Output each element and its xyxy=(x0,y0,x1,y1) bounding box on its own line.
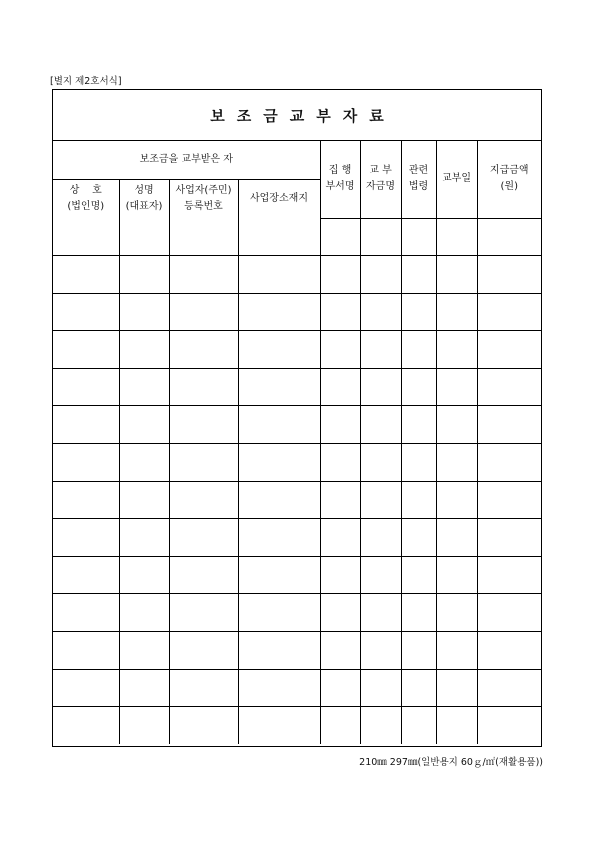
table-row xyxy=(53,331,541,369)
table-cell[interactable] xyxy=(320,218,360,256)
table-cell[interactable] xyxy=(360,256,401,294)
table-cell[interactable] xyxy=(436,293,477,331)
table-cell[interactable] xyxy=(360,293,401,331)
table-cell[interactable] xyxy=(320,406,360,444)
table-cell[interactable] xyxy=(238,556,320,594)
table-cell[interactable] xyxy=(119,293,169,331)
law-header-line1: 관련 xyxy=(408,165,429,177)
table-cell[interactable] xyxy=(477,594,541,632)
table-cell[interactable] xyxy=(436,707,477,744)
table-cell[interactable] xyxy=(238,481,320,519)
table-cell[interactable] xyxy=(477,406,541,444)
table-cell[interactable] xyxy=(169,444,238,482)
regno-header xyxy=(169,180,238,219)
table-cell[interactable] xyxy=(53,293,119,331)
table-cell[interactable] xyxy=(119,669,169,707)
dept-header-line1: 집 행 xyxy=(328,165,352,177)
table-cell[interactable] xyxy=(238,632,320,670)
table-cell[interactable] xyxy=(320,707,360,744)
table-cell[interactable] xyxy=(477,519,541,557)
table-cell[interactable] xyxy=(169,481,238,519)
table-cell[interactable] xyxy=(477,256,541,294)
table-cell[interactable] xyxy=(436,368,477,406)
trade-name-header xyxy=(53,180,119,219)
subsidy-header xyxy=(360,141,401,218)
table-cell[interactable] xyxy=(401,293,436,331)
table-cell[interactable] xyxy=(360,218,401,256)
dept-header-line2: 부서명 xyxy=(325,181,355,193)
table-cell[interactable] xyxy=(119,519,169,557)
table-cell[interactable] xyxy=(169,556,238,594)
table-row xyxy=(53,519,541,557)
table-cell[interactable] xyxy=(119,218,169,256)
table-cell[interactable] xyxy=(238,331,320,369)
table-cell[interactable] xyxy=(320,256,360,294)
table-cell[interactable] xyxy=(320,556,360,594)
table-cell[interactable] xyxy=(360,406,401,444)
table-cell[interactable] xyxy=(238,406,320,444)
table-cell[interactable] xyxy=(436,256,477,294)
table-cell[interactable] xyxy=(360,331,401,369)
table-cell[interactable] xyxy=(53,444,119,482)
table-row xyxy=(53,368,541,406)
table-cell[interactable] xyxy=(53,481,119,519)
date-header: 교부일 xyxy=(436,141,477,218)
table-cell[interactable] xyxy=(436,331,477,369)
table-cell[interactable] xyxy=(360,444,401,482)
table-cell[interactable] xyxy=(53,256,119,294)
table-cell[interactable] xyxy=(401,368,436,406)
table-cell[interactable] xyxy=(477,632,541,670)
table-cell[interactable] xyxy=(238,368,320,406)
amount-header xyxy=(477,141,541,218)
table-cell[interactable] xyxy=(436,556,477,594)
table-cell[interactable] xyxy=(320,444,360,482)
address-header: 사업장소재지 xyxy=(238,180,320,219)
table-cell[interactable] xyxy=(436,594,477,632)
table-cell[interactable] xyxy=(169,218,238,256)
table-cell[interactable] xyxy=(360,368,401,406)
table-cell[interactable] xyxy=(477,218,541,256)
table-cell[interactable] xyxy=(360,519,401,557)
table-cell[interactable] xyxy=(119,632,169,670)
table-cell[interactable] xyxy=(169,331,238,369)
table-cell[interactable] xyxy=(436,406,477,444)
table-cell[interactable] xyxy=(436,632,477,670)
table-cell[interactable] xyxy=(360,594,401,632)
table-cell[interactable] xyxy=(53,632,119,670)
table-cell[interactable] xyxy=(477,556,541,594)
table-cell[interactable] xyxy=(53,406,119,444)
table-cell[interactable] xyxy=(238,594,320,632)
table-cell[interactable] xyxy=(119,256,169,294)
table-cell[interactable] xyxy=(436,669,477,707)
table-cell[interactable] xyxy=(169,519,238,557)
table-cell[interactable] xyxy=(401,632,436,670)
table-row xyxy=(53,481,541,519)
name-header-line2: (대표자) xyxy=(125,201,163,212)
law-header xyxy=(401,141,436,218)
table-cell[interactable] xyxy=(477,481,541,519)
table-cell[interactable] xyxy=(119,707,169,744)
table-row xyxy=(53,707,541,744)
table-cell[interactable] xyxy=(238,293,320,331)
table-cell[interactable] xyxy=(401,669,436,707)
table-cell[interactable] xyxy=(477,293,541,331)
table-cell[interactable] xyxy=(360,669,401,707)
table-cell[interactable] xyxy=(436,481,477,519)
table-cell[interactable] xyxy=(238,218,320,256)
table-cell[interactable] xyxy=(238,707,320,744)
table-cell[interactable] xyxy=(401,556,436,594)
amount-header-line1: 지급금액 xyxy=(489,165,529,177)
table-cell[interactable] xyxy=(436,218,477,256)
table-cell[interactable] xyxy=(320,632,360,670)
subsidy-header-line2: 자금명 xyxy=(366,181,395,193)
table-row xyxy=(53,594,541,632)
dept-header xyxy=(320,141,360,218)
table-row xyxy=(53,444,541,482)
table-cell[interactable] xyxy=(53,594,119,632)
table-cell[interactable] xyxy=(169,707,238,744)
table-cell[interactable] xyxy=(238,519,320,557)
table-cell[interactable] xyxy=(477,368,541,406)
table-cell[interactable] xyxy=(119,331,169,369)
table-cell[interactable] xyxy=(53,331,119,369)
table-cell[interactable] xyxy=(169,632,238,670)
table-row xyxy=(53,669,541,707)
table-cell[interactable] xyxy=(360,707,401,744)
table-row xyxy=(53,218,541,256)
table-cell[interactable] xyxy=(53,556,119,594)
table-cell[interactable] xyxy=(238,669,320,707)
table-cell[interactable] xyxy=(238,256,320,294)
table-cell[interactable] xyxy=(119,594,169,632)
table-cell[interactable] xyxy=(401,519,436,557)
table-cell[interactable] xyxy=(169,256,238,294)
table-cell[interactable] xyxy=(436,444,477,482)
table-cell[interactable] xyxy=(360,481,401,519)
form-title: 보조금교부자료 xyxy=(53,90,541,141)
law-header-line2: 법령 xyxy=(408,181,429,193)
table-cell[interactable] xyxy=(169,368,238,406)
subsidy-header-line1: 교 부 xyxy=(369,165,392,177)
table-cell[interactable] xyxy=(401,707,436,744)
table-row xyxy=(53,256,541,294)
table-cell[interactable] xyxy=(119,481,169,519)
table-cell[interactable] xyxy=(401,218,436,256)
table-cell[interactable] xyxy=(477,669,541,707)
table-cell[interactable] xyxy=(119,368,169,406)
table-cell[interactable] xyxy=(119,406,169,444)
table-cell[interactable] xyxy=(320,669,360,707)
table-row xyxy=(53,632,541,670)
table-cell[interactable] xyxy=(119,556,169,594)
trade-name-header-line2: (법인명) xyxy=(67,201,105,212)
table-cell[interactable] xyxy=(169,406,238,444)
table-cell[interactable] xyxy=(53,707,119,744)
table-cell[interactable] xyxy=(119,444,169,482)
paper-spec-footer: 210㎜ 297㎜(일반용지 60ｇ/㎡(재활용품)) xyxy=(359,757,543,768)
trade-name-header-line1: 상 호 xyxy=(69,185,102,196)
table-row xyxy=(53,293,541,331)
table-cell[interactable] xyxy=(401,331,436,369)
subsidy-table xyxy=(53,141,541,744)
amount-header-line2: (원) xyxy=(500,181,518,193)
table-cell[interactable] xyxy=(401,444,436,482)
table-cell[interactable] xyxy=(360,632,401,670)
table-cell[interactable] xyxy=(169,669,238,707)
table-cell[interactable] xyxy=(53,368,119,406)
table-cell[interactable] xyxy=(53,519,119,557)
table-cell[interactable] xyxy=(53,218,119,256)
form-number-label: [별지 제2호서식] xyxy=(50,76,122,87)
table-cell[interactable] xyxy=(477,444,541,482)
table-cell[interactable] xyxy=(477,707,541,744)
regno-header-line1: 사업자(주민) xyxy=(175,185,232,196)
table-cell[interactable] xyxy=(477,331,541,369)
table-row xyxy=(53,406,541,444)
table-cell[interactable] xyxy=(53,669,119,707)
table-cell[interactable] xyxy=(320,519,360,557)
table-cell[interactable] xyxy=(169,293,238,331)
recipient-group-header: 보조금을 교부받은 자 xyxy=(53,141,320,180)
table-cell[interactable] xyxy=(401,406,436,444)
table-cell[interactable] xyxy=(401,594,436,632)
table-cell[interactable] xyxy=(320,481,360,519)
table-cell[interactable] xyxy=(169,594,238,632)
name-header-line1: 성명 xyxy=(134,185,154,196)
table-cell[interactable] xyxy=(436,519,477,557)
table-cell[interactable] xyxy=(401,256,436,294)
table-cell[interactable] xyxy=(320,293,360,331)
name-header xyxy=(119,180,169,219)
regno-header-line2: 등록번호 xyxy=(184,201,223,212)
table-row xyxy=(53,556,541,594)
form-sheet xyxy=(52,89,542,747)
table-cell[interactable] xyxy=(360,556,401,594)
table-cell[interactable] xyxy=(238,444,320,482)
table-cell[interactable] xyxy=(320,331,360,369)
table-cell[interactable] xyxy=(320,368,360,406)
table-cell[interactable] xyxy=(320,594,360,632)
table-cell[interactable] xyxy=(401,481,436,519)
